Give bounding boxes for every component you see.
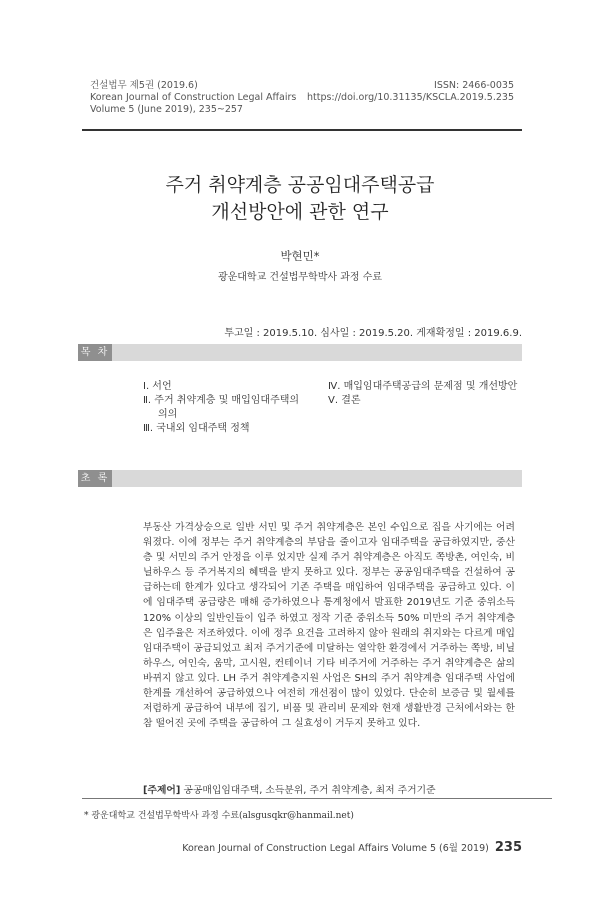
journal-header — [90, 80, 296, 116]
doi-link[interactable]: https://doi.org/10.31135/KSCLA.2019.5.235 — [306, 92, 514, 103]
paper-title — [0, 172, 600, 226]
paper-title-line-2: 개선방안에 관한 연구 — [211, 201, 389, 223]
author-affiliation: 광운대학교 건설법무학박사 과정 수료 — [217, 272, 383, 283]
page-number: 235 — [494, 840, 522, 855]
page-footer — [182, 840, 522, 855]
issn: ISSN: 2466-0035 — [434, 80, 514, 91]
toc-item-4[interactable]: Ⅳ. 매입임대주택공급의 문제점 및 개선방안 — [328, 381, 518, 392]
author-footnote: * 광운대학교 건설법무학박사 과정 수료(alsgusqkr@hanmail.net) — [84, 811, 354, 821]
submission-dates: 투고일 : 2019.5.10. 심사일 : 2019.5.20. 게재확정일 : 2019.6.9. — [224, 328, 522, 339]
journal-name-english: Korean Journal of Construction Legal Affairs — [90, 92, 297, 103]
toc-item-1[interactable]: Ⅰ. 서언 — [143, 381, 172, 392]
keywords-label: [주제어] — [143, 785, 181, 796]
journal-volume-english: Volume 5 (June 2019), 235~257 — [90, 104, 243, 115]
toc-label: 목 차 — [78, 344, 112, 361]
toc-item-2-cont[interactable]: 의의 — [158, 409, 178, 420]
toc-item-5[interactable]: Ⅴ. 결론 — [328, 395, 361, 406]
abstract-text: 부동산 가격상승으로 일반 서민 및 주거 취약계층은 본인 수입으로 집을 사기에는 어려워졌다. 이에 정부는 주거 취약계층의 부담을 줄이고자 임대주택을 공급하였지만, 중산층 및 서민의 주거 안정을 이루 었지만 실제 주거 취약계층은 아직도 쪽방촌, 여인숙, 비닐하우스 등 주거복지의 혜택을 받지 못하고 있다. 정부는 공공임대주택을 건설하여 공급하는데 한계가 있다고 생각되어 기존 주택을 매입하여 임대주택을 공급하고 있다. 이에 임대주택 공급량은 매해 증가하였으나 통계청에서 발표한 2019년도 기준 중위소득 120% 이상의 일반인들이 입주 하였고 정작 기준 중위소득 50% 미만의 주거 취약계층은 입주율은 저조하였다. 이에 정주 요건을 고려하지 않아 원래의 취지와는 다르게 매입임대주택이 공급되었고 최저 주거기준에 미달하는 열악한 환경에서 거주하는 쪽방, 비닐하우스, 여인숙, 움막, 고시원, 컨테이너 기타 비주거에 거주하는 주거 취약계층은 삶의 바뀌지 않고 있다. LH 주거 취약계층지원 사업은 SH의 주거 취약계층 임대주택 사업에 한계를 개선하여 공급하였으나 여전히 개선점이 많이 있었다. 단순히 보증금 및 월세를 저렴하게 공급하여 내부에 집기, 비품 및 관리비 문제와 현재 생활반경 근처에서와는 한참 떨어진 곳에 주택을 공급하여 그 실효성이 거두지 못하고 있다. — [143, 522, 515, 730]
toc-left-column — [143, 380, 318, 436]
abstract-section-bar — [78, 470, 522, 487]
journal-volume-korean: 건설법무 제5권 (2019.6) — [90, 80, 198, 91]
toc-section-bar — [78, 344, 522, 361]
paper-title-line-1: 주거 취약계층 공공임대주택공급 — [165, 174, 435, 196]
author-name: 박현민* — [280, 249, 320, 263]
footer-journal: Korean Journal of Construction Legal Affairs Volume 5 (6월 2019) — [182, 843, 489, 854]
journal-identifiers — [307, 80, 514, 104]
toc-item-3[interactable]: Ⅲ. 국내외 임대주택 정책 — [143, 423, 250, 434]
header-rule — [82, 129, 522, 131]
abstract-label: 초 록 — [78, 470, 112, 487]
toc-item-2[interactable]: Ⅱ. 주거 취약계층 및 매입임대주택의 — [143, 395, 300, 406]
keywords-text: 공공매입임대주택, 소득분위, 주거 취약계층, 최저 주거기준 — [183, 785, 436, 796]
toc-right-column — [328, 380, 528, 408]
keywords — [143, 782, 523, 796]
footnote-rule — [82, 798, 552, 799]
